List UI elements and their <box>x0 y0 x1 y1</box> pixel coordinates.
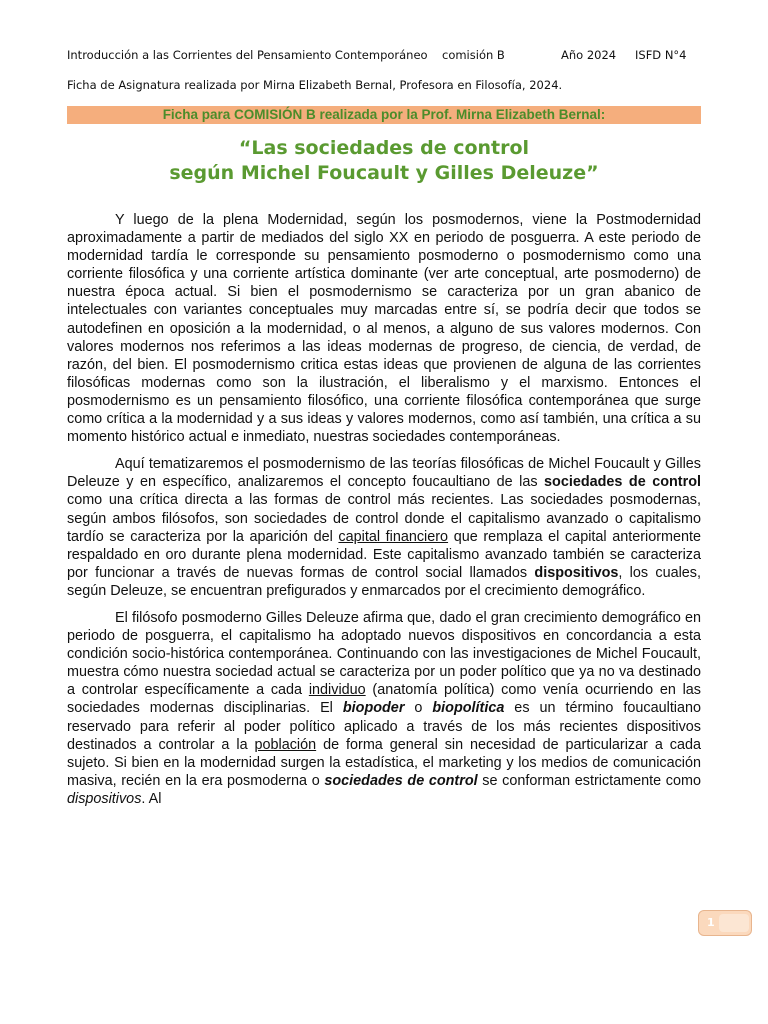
text-run: es un término foucaultiano reservado para referir al poder político aplicado a través de los más recientes dispositivos destinados a controlar a la <box>67 700 702 753</box>
text-run: (anatomía política) como venía ocurriendo en las sociedades modernas disciplinarias. El <box>67 682 702 717</box>
body-text <box>67 211 701 817</box>
page-number: 1 <box>707 916 715 929</box>
underlined-term: capital financiero <box>338 528 449 545</box>
bold-italic-term: biopolítica <box>432 700 505 717</box>
title-line-1: “Las sociedades de control <box>238 137 530 159</box>
title-line-2: según Michel Foucault y Gilles Deleuze” <box>169 162 599 184</box>
bold-term: dispositivos <box>534 564 619 581</box>
text-run: de forma general sin necesidad de particularizar a cada sujeto. Si bien en la modernidad surgen la estadística, el marketing y los medios de comunicación masiva, recién en la era posmoderna o <box>67 736 702 789</box>
text-run: se conforman estrictamente como <box>477 772 701 789</box>
italic-term: dispositivos <box>67 790 142 807</box>
text-run: . Al <box>141 790 162 807</box>
page-title <box>67 136 701 186</box>
bold-term: sociedades de control <box>544 474 701 491</box>
institute-label: ISFD N°4 <box>635 48 687 62</box>
page-number-tab <box>698 910 752 936</box>
year-label: Año 2024 <box>561 48 617 62</box>
text-run: Aquí tematizaremos el posmodernismo de las teorías filosóficas de Michel Foucault y Gilles Deleuze y en específico, analizaremos el concepto foucaultiano de las <box>67 456 701 491</box>
banner: Ficha para COMISIÓN B realizada por la Prof. Mirna Elizabeth Bernal: <box>67 106 701 124</box>
bold-italic-term: biopoder <box>342 700 405 717</box>
commission-label: comisión B <box>442 48 505 62</box>
text-run: o <box>404 700 433 717</box>
paragraph-1: Y luego de la plena Modernidad, según los posmodernos, viene la Postmodernidad aproximadamente a partir de mediados del siglo XX en periodo de posguerra. A este periodo de modernidad tardía le corresponde su pensamiento posmoderno o posmodernismo como una corriente filosófica y una corriente artística dominante (ver arte conceptual, arte posmoderno) de nuestra época actual. Si bien el posmodernismo se caracteriza por un gran abanico de intelectuales con variantes conceptuales muy marcadas entre sí, se podría decir que todos se autodefinen en oposición a la modernidad, o al menos, a alguno de sus valores modernos. Con valores modernos nos referimos a las ideas modernas de progreso, de ciencia, de verdad, de razón, del bien. El posmodernismo critica estas ideas que provienen de alguna de las corrientes filosóficas modernas como son la ilustración, el liberalismo y el marxismo. Entonces el posmodernismo es un pensamiento filosófico, una corriente filosófica contemporánea que surge como crítica a la modernidad y a sus ideas y valores modernos, como así también, una crítica a su momento histórico actual e inmediato, nuestras sociedades contemporáneas. <box>67 212 701 446</box>
header-subtitle: Ficha de Asignatura realizada por Mirna Elizabeth Bernal, Profesora en Filosofía, 2024. <box>67 78 563 92</box>
text-run: El filósofo posmoderno Gilles Deleuze afirma que, dado el gran crecimiento demográfico en periodo de posguerra, el capitalismo ha adoptado nuevos dispositivos en concordancia a esta condición socio-histórica contemporánea. Continuando con las investigaciones de Michel Foucault, muestra cómo nuestra sociedad actual se caracteriza por un poder político que ya no va destinado a controlar específicamente a cada <box>67 609 701 699</box>
underlined-term: población <box>254 736 317 753</box>
text-run: , los cuales, según Deleuze, se encuentran prefigurados y enmarcados por el crecimiento demográfico. <box>67 564 701 599</box>
underlined-term: individuo <box>308 682 366 699</box>
text-run: que remplaza el capital anteriormente respaldado en oro durante plena modernidad. Este capitalismo avanzado también se caracteriza por funcionar a través de nuevas formas de control social llamados <box>67 528 702 581</box>
paragraph-2 <box>67 455 701 600</box>
bold-italic-term: sociedades de control <box>324 772 478 789</box>
paragraph-3 <box>67 609 701 808</box>
page-tab-decoration <box>719 914 749 932</box>
course-name: Introducción a las Corrientes del Pensamiento Contemporáneo <box>67 48 428 62</box>
text-run: como una crítica directa a las formas de control más recientes. Las sociedades posmodernas, según ambos filósofos, son sociedades de control donde el capitalismo avanzado o capitalismo tardío se caracteriza por la aparición del <box>67 492 701 545</box>
